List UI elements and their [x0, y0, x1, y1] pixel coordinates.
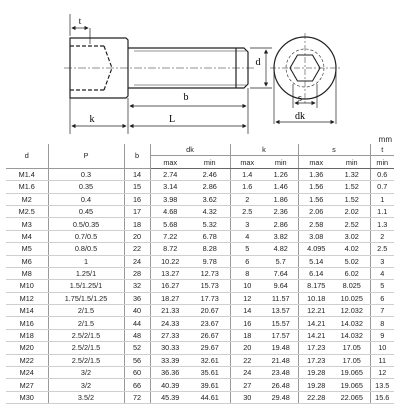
table-row — [6, 267, 394, 279]
table-cell: 1.1 — [370, 205, 394, 217]
subheader-k-min: min — [264, 156, 298, 168]
table-cell: 5.7 — [264, 255, 298, 267]
table-cell: 4.02 — [334, 243, 370, 255]
table-cell: M10 — [6, 280, 48, 292]
table-cell: 6.14 — [298, 267, 334, 279]
table-cell: 10.025 — [334, 292, 370, 304]
table-cell: 45.39 — [150, 391, 190, 403]
table-cell: 9.78 — [190, 255, 230, 267]
table-cell: 4.095 — [298, 243, 334, 255]
table-cell: 12 — [230, 292, 264, 304]
table-cell: 10.22 — [150, 255, 190, 267]
table-cell: 52 — [124, 342, 150, 354]
table-cell: 33.39 — [150, 354, 190, 366]
table-cell: 6.78 — [190, 230, 230, 242]
table-cell: 12 — [370, 367, 394, 379]
table-cell: 5 — [230, 243, 264, 255]
table-cell: 0.45 — [48, 205, 124, 217]
table-cell: 14 — [230, 305, 264, 317]
table-cell: 5.14 — [298, 255, 334, 267]
table-cell: 18 — [230, 329, 264, 341]
table-cell: M22 — [6, 354, 48, 366]
table-cell: 17.23 — [298, 354, 334, 366]
label-l: L — [168, 114, 176, 125]
table-cell: 1.86 — [264, 193, 298, 205]
table-cell: 19.48 — [264, 342, 298, 354]
table-row — [6, 305, 394, 317]
table-cell: 3.98 — [150, 193, 190, 205]
table-cell: 16.27 — [150, 280, 190, 292]
table-cell: 1.26 — [264, 168, 298, 180]
table-cell: 9.64 — [264, 280, 298, 292]
table-cell: 1.46 — [264, 181, 298, 193]
table-cell: 7 — [370, 305, 394, 317]
table-cell: 12.032 — [334, 305, 370, 317]
table-cell: 12.21 — [298, 305, 334, 317]
table-cell: 5.02 — [334, 255, 370, 267]
table-cell: 8 — [230, 267, 264, 279]
table-cell: 1.32 — [334, 168, 370, 180]
table-cell: 35.61 — [190, 367, 230, 379]
table-body — [6, 168, 394, 403]
table-cell: 27.33 — [150, 329, 190, 341]
table-cell: 0.7/0.5 — [48, 230, 124, 242]
subheader-dk-max: max — [150, 156, 190, 168]
subheader-t-min: min — [370, 156, 394, 168]
table-cell: 5.68 — [150, 218, 190, 230]
label-d: d — [255, 57, 261, 68]
table-cell: 8.175 — [298, 280, 334, 292]
table-cell: 2.5/2/1.5 — [48, 354, 124, 366]
table-cell: M30 — [6, 391, 48, 403]
label-t: t — [78, 16, 82, 26]
table-cell: M2.5 — [6, 205, 48, 217]
subheader-s-min: min — [334, 156, 370, 168]
table-cell: 2.06 — [298, 205, 334, 217]
table-cell: 3/2 — [48, 367, 124, 379]
column-header-dk: dk — [150, 144, 230, 156]
table-cell: 2.86 — [264, 218, 298, 230]
table-cell: 39.61 — [190, 379, 230, 391]
table-cell: 15.6 — [370, 391, 394, 403]
table-cell: 3 — [370, 255, 394, 267]
table-cell: 2.58 — [298, 218, 334, 230]
dimension-spec-table — [6, 144, 394, 404]
table-cell: 2.5 — [230, 205, 264, 217]
table-cell: 1.3 — [370, 218, 394, 230]
table-row — [6, 255, 394, 267]
table-row — [6, 379, 394, 391]
table-cell: M20 — [6, 342, 48, 354]
table-cell: 14.032 — [334, 329, 370, 341]
table-row — [6, 193, 394, 205]
table-cell: 3.5/2 — [48, 391, 124, 403]
table-cell: 3.62 — [190, 193, 230, 205]
table-cell: 11.57 — [264, 292, 298, 304]
screw-head-end-view — [270, 33, 340, 103]
table-cell: 1 — [370, 193, 394, 205]
table-cell: 18.27 — [150, 292, 190, 304]
table-cell: 8.28 — [190, 243, 230, 255]
table-cell: 3.14 — [150, 181, 190, 193]
unit-label: mm — [378, 135, 392, 144]
table-cell: 2.46 — [190, 168, 230, 180]
table-row — [6, 181, 394, 193]
table-cell: 22.28 — [298, 391, 334, 403]
table-cell: 22 — [124, 243, 150, 255]
table-cell: M1.6 — [6, 181, 48, 193]
table-cell: 0.4 — [48, 193, 124, 205]
table-cell: 36 — [124, 292, 150, 304]
table-cell: M3 — [6, 218, 48, 230]
table-cell: 1.5/1.25/1 — [48, 280, 124, 292]
table-cell: 22.065 — [334, 391, 370, 403]
label-s: s — [298, 93, 302, 104]
table-cell: 6 — [230, 255, 264, 267]
table-cell: M27 — [6, 379, 48, 391]
table-cell: 1.56 — [298, 193, 334, 205]
table-cell: 23.67 — [190, 317, 230, 329]
table-cell: 6.02 — [334, 267, 370, 279]
table-cell: 24 — [124, 255, 150, 267]
table-cell: 3.02 — [334, 230, 370, 242]
table-cell: 29.67 — [190, 342, 230, 354]
table-cell: 16 — [230, 317, 264, 329]
table-row — [6, 205, 394, 217]
table-cell: 2.5/2/1.5 — [48, 342, 124, 354]
table-row — [6, 292, 394, 304]
table-cell: 17.05 — [334, 354, 370, 366]
table-cell: 17.05 — [334, 342, 370, 354]
table-cell: 4.32 — [190, 205, 230, 217]
table-cell: 4 — [370, 267, 394, 279]
table-cell: 29.48 — [264, 391, 298, 403]
table-row — [6, 342, 394, 354]
table-cell: 1.52 — [334, 193, 370, 205]
table-cell: 8.025 — [334, 280, 370, 292]
table-cell: 5.32 — [190, 218, 230, 230]
table-cell: 60 — [124, 367, 150, 379]
table-cell: 0.35 — [48, 181, 124, 193]
table-cell: 40.39 — [150, 379, 190, 391]
table-cell: 1.25/1 — [48, 267, 124, 279]
table-row — [6, 367, 394, 379]
subheader-dk-min: min — [190, 156, 230, 168]
table-cell: 26.48 — [264, 379, 298, 391]
table-cell: 19.065 — [334, 367, 370, 379]
table-cell: 32 — [124, 280, 150, 292]
table-cell: 32.61 — [190, 354, 230, 366]
table-cell: 72 — [124, 391, 150, 403]
table-cell: 48 — [124, 329, 150, 341]
table-cell: 8 — [370, 317, 394, 329]
table-cell: 40 — [124, 305, 150, 317]
table-cell: 2.5 — [370, 243, 394, 255]
table-cell: 20.67 — [190, 305, 230, 317]
table-cell: 56 — [124, 354, 150, 366]
table-row — [6, 391, 394, 403]
table-row — [6, 354, 394, 366]
table-cell: 30.33 — [150, 342, 190, 354]
table-cell: 2 — [370, 230, 394, 242]
table-cell: 1.75/1.5/1.25 — [48, 292, 124, 304]
table-cell: 17.23 — [298, 342, 334, 354]
table-cell: 2/1.5 — [48, 305, 124, 317]
table-header-row — [6, 144, 394, 156]
table-cell: 1.4 — [230, 168, 264, 180]
table-cell: 11 — [370, 354, 394, 366]
table-row — [6, 329, 394, 341]
table-cell: 8.72 — [150, 243, 190, 255]
table-cell: 13.5 — [370, 379, 394, 391]
table-cell: 14.21 — [298, 329, 334, 341]
table-cell: 7.64 — [264, 267, 298, 279]
socket-head-cap-screw-drawing — [0, 0, 400, 140]
table-cell: 3.08 — [298, 230, 334, 242]
table-cell: 17.57 — [264, 329, 298, 341]
table-row — [6, 218, 394, 230]
table-cell: 1 — [48, 255, 124, 267]
table-cell: 3/2 — [48, 379, 124, 391]
table-cell: 1.56 — [298, 181, 334, 193]
table-cell: 3.82 — [264, 230, 298, 242]
table-cell: 19.28 — [298, 379, 334, 391]
table-row — [6, 317, 394, 329]
table-cell: 17.73 — [190, 292, 230, 304]
table-cell: 4.82 — [264, 243, 298, 255]
table-cell: 20 — [124, 230, 150, 242]
table-cell: 2.02 — [334, 205, 370, 217]
column-header-s: s — [298, 144, 370, 156]
table-cell: 4.68 — [150, 205, 190, 217]
table-cell: 66 — [124, 379, 150, 391]
table-cell: M6 — [6, 255, 48, 267]
table-cell: 15 — [124, 181, 150, 193]
table-cell: 10 — [370, 342, 394, 354]
table-cell: M24 — [6, 367, 48, 379]
table-cell: 23.48 — [264, 367, 298, 379]
table-cell: 44 — [124, 317, 150, 329]
table-row — [6, 230, 394, 242]
table-cell: 14 — [124, 168, 150, 180]
table-cell: 14.032 — [334, 317, 370, 329]
table-cell: 2.36 — [264, 205, 298, 217]
table-cell: 13.57 — [264, 305, 298, 317]
table-cell: 21.48 — [264, 354, 298, 366]
column-header-t: t — [370, 144, 394, 156]
table-cell: 2.74 — [150, 168, 190, 180]
table-cell: 28 — [124, 267, 150, 279]
label-dk: dk — [295, 111, 305, 122]
table-cell: M12 — [6, 292, 48, 304]
table-row — [6, 243, 394, 255]
table-cell: 6 — [370, 292, 394, 304]
column-header-k: k — [230, 144, 298, 156]
table-cell: 3 — [230, 218, 264, 230]
table-cell: 16 — [124, 193, 150, 205]
table-cell: 2.52 — [334, 218, 370, 230]
table-cell: 36.36 — [150, 367, 190, 379]
table-cell: 24.33 — [150, 317, 190, 329]
table-cell: 9 — [370, 329, 394, 341]
table-cell: 14.21 — [298, 317, 334, 329]
table-cell: 21.33 — [150, 305, 190, 317]
table-cell: 26.67 — [190, 329, 230, 341]
table-cell: M8 — [6, 267, 48, 279]
table-cell: 1.6 — [230, 181, 264, 193]
table-cell: M2 — [6, 193, 48, 205]
table-cell: 19.28 — [298, 367, 334, 379]
label-k: k — [89, 114, 95, 125]
table-cell: M14 — [6, 305, 48, 317]
table-cell: M4 — [6, 230, 48, 242]
table-cell: M16 — [6, 317, 48, 329]
table-cell: M1.4 — [6, 168, 48, 180]
table-cell: 18 — [124, 218, 150, 230]
table-cell: 0.3 — [48, 168, 124, 180]
table-cell: 27 — [230, 379, 264, 391]
subheader-k-max: max — [230, 156, 264, 168]
table-cell: 0.7 — [370, 181, 394, 193]
table-cell: 2/1.5 — [48, 317, 124, 329]
table-cell: 0.6 — [370, 168, 394, 180]
table-cell: 4 — [230, 230, 264, 242]
table-cell: M5 — [6, 243, 48, 255]
table-cell: 20 — [230, 342, 264, 354]
table-cell: 13.27 — [150, 267, 190, 279]
table-cell: 5 — [370, 280, 394, 292]
table-cell: 15.73 — [190, 280, 230, 292]
table-cell: 2 — [230, 193, 264, 205]
table-cell: 7.22 — [150, 230, 190, 242]
table-cell: 10.18 — [298, 292, 334, 304]
column-header-d: d — [6, 144, 48, 168]
table-cell: 22 — [230, 354, 264, 366]
subheader-s-max: max — [298, 156, 334, 168]
table-cell: 1.36 — [298, 168, 334, 180]
column-header-p: P — [48, 144, 124, 168]
table-cell: 0.5/0.35 — [48, 218, 124, 230]
label-b: b — [183, 92, 189, 103]
column-header-b: b — [124, 144, 150, 168]
table-cell: 17 — [124, 205, 150, 217]
table-cell: 44.61 — [190, 391, 230, 403]
table-row — [6, 168, 394, 180]
table-cell: 2.86 — [190, 181, 230, 193]
table-cell: 12.73 — [190, 267, 230, 279]
table-cell: 24 — [230, 367, 264, 379]
table-cell: 1.52 — [334, 181, 370, 193]
table-cell: 0.8/0.5 — [48, 243, 124, 255]
table-cell: 19.065 — [334, 379, 370, 391]
table-cell: 10 — [230, 280, 264, 292]
table-cell: 30 — [230, 391, 264, 403]
table-cell: 15.57 — [264, 317, 298, 329]
table-row — [6, 280, 394, 292]
table-cell: 2.5/2/1.5 — [48, 329, 124, 341]
table-cell: M18 — [6, 329, 48, 341]
dimension-k-l — [70, 98, 248, 134]
